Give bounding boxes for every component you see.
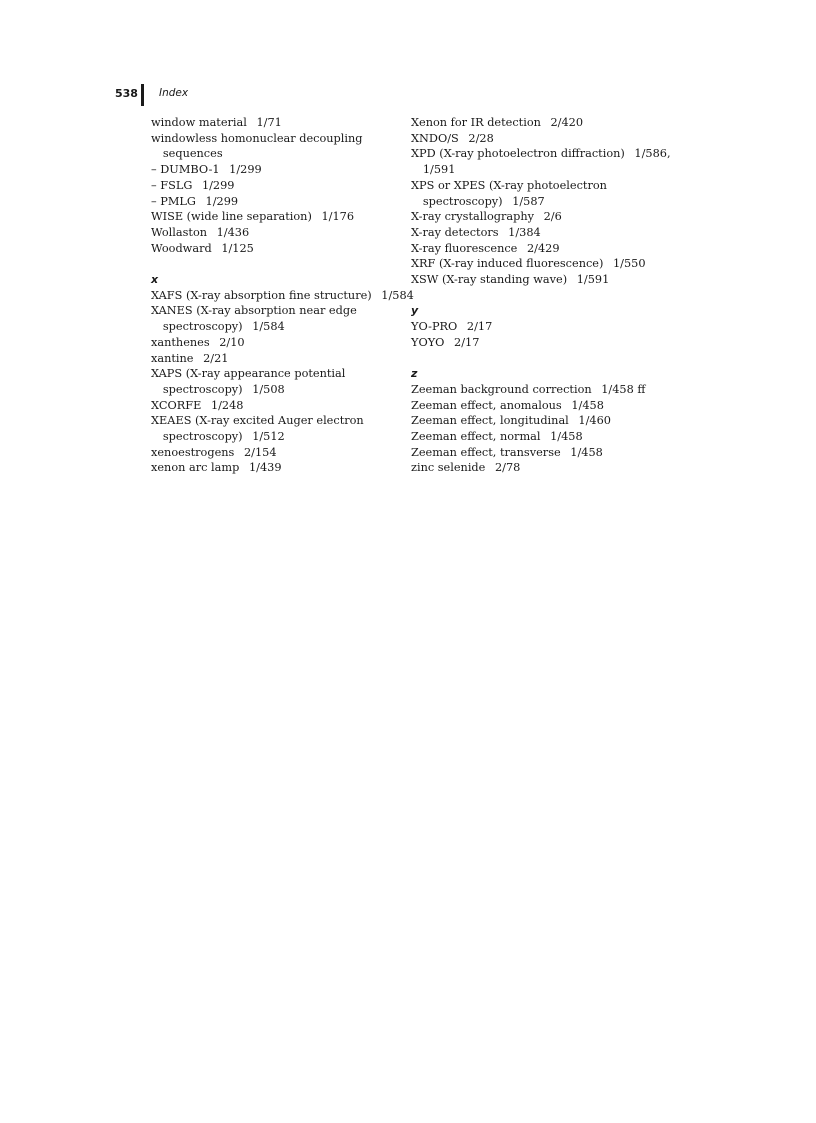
index-group-z xyxy=(411,382,671,476)
index-entry xyxy=(411,445,671,461)
page-locator: 1/176 xyxy=(321,210,355,224)
page-locator: 1/508 xyxy=(252,382,285,396)
index-entry xyxy=(151,445,391,461)
index-term: windowless homonuclear decoupling xyxy=(151,131,363,145)
index-entry xyxy=(411,335,671,351)
index-term: zinc selenide xyxy=(411,461,486,475)
page-locator: 2/6 xyxy=(543,210,562,224)
section-heading-y: y xyxy=(411,304,419,318)
index-term: XEAES (X-ray excited Auger electron xyxy=(151,414,364,428)
index-term: xanthenes xyxy=(151,335,210,349)
index-term: Zeeman effect, transverse xyxy=(411,445,561,459)
index-entry xyxy=(411,429,671,445)
index-term: Zeeman effect, anomalous xyxy=(411,398,562,412)
index-term: YOYO xyxy=(411,335,445,349)
index-entry xyxy=(411,460,671,476)
index-entry xyxy=(411,319,671,335)
index-entry xyxy=(411,398,671,414)
header-rule xyxy=(141,84,144,106)
index-term: – PMLG xyxy=(151,194,196,208)
index-term: XCORFE xyxy=(151,398,202,412)
index-term: spectroscopy) xyxy=(162,320,243,334)
index-entry xyxy=(411,146,671,162)
page-locator: 2/154 xyxy=(243,445,277,459)
running-title: Index xyxy=(159,87,189,99)
index-entry xyxy=(411,272,671,288)
index-entry xyxy=(151,225,391,241)
section-heading-z: z xyxy=(411,367,418,381)
index-term: xenoestrogens xyxy=(151,445,235,459)
index-column-right xyxy=(411,115,671,476)
index-term: – DUMBO-1 xyxy=(151,163,220,177)
page-locator: 1/458 xyxy=(571,398,604,412)
index-entry xyxy=(151,115,391,131)
page-locator: 1/299 xyxy=(229,163,262,177)
index-term: XNDO/S xyxy=(411,131,459,145)
index-term: XRF (X-ray induced fluorescence) xyxy=(411,257,604,271)
index-entry-continuation xyxy=(151,382,391,398)
index-entry xyxy=(151,194,391,210)
page-locator: 1/299 xyxy=(205,194,239,208)
index-entry xyxy=(411,225,671,241)
page-locator: 2/17 xyxy=(466,320,493,334)
index-term: XAFS (X-ray absorption fine structure) xyxy=(151,288,372,302)
index-entry xyxy=(151,460,391,476)
page-locator: 1/458 ff xyxy=(601,382,646,396)
index-term: XAPS (X-ray appearance potential xyxy=(151,367,346,381)
page-locator: 2/28 xyxy=(468,131,494,145)
index-term: X-ray fluorescence xyxy=(411,241,518,255)
page-locator: 2/78 xyxy=(494,461,521,475)
index-entry-continuation xyxy=(411,194,671,210)
index-entry xyxy=(411,209,671,225)
index-group-x-continued xyxy=(411,115,671,288)
page-locator: 1/586, xyxy=(634,147,671,161)
page-locator: 1/584 xyxy=(381,288,414,302)
page-locator: 1/458 xyxy=(550,430,583,443)
index-column-left xyxy=(151,115,414,476)
index-term: Zeeman effect, normal xyxy=(411,430,541,443)
index-entry xyxy=(151,241,391,257)
index-term: Wollaston xyxy=(151,225,208,239)
page-locator: 1/460 xyxy=(578,414,611,428)
index-entry xyxy=(151,335,391,351)
index-group-w xyxy=(151,115,391,256)
index-term: Zeeman effect, longitudinal xyxy=(411,414,569,428)
index-term: – FSLG xyxy=(151,178,193,192)
page-locator: 1/584 xyxy=(252,320,285,334)
index-entry xyxy=(411,178,671,194)
page-locator: 1/550 xyxy=(612,257,646,271)
index-entry-continuation xyxy=(411,162,671,178)
index-term: XANES (X-ray absorption near edge xyxy=(151,304,357,318)
index-entry xyxy=(411,131,671,147)
index-entry xyxy=(151,351,391,367)
index-group-x xyxy=(151,288,414,476)
index-term: XPS or XPES (X-ray photoelectron xyxy=(411,178,607,192)
index-term: YO-PRO xyxy=(411,320,458,334)
index-term: XPD (X-ray photoelectron diffraction) xyxy=(411,147,625,161)
index-entry xyxy=(151,162,391,178)
page-locator: 1/512 xyxy=(252,430,285,444)
index-entry-continuation xyxy=(151,146,391,162)
index-term: spectroscopy) xyxy=(162,382,243,396)
index-term: spectroscopy) xyxy=(422,194,503,208)
index-entry xyxy=(151,303,391,319)
index-entry xyxy=(151,398,391,414)
page-locator: 1/299 xyxy=(201,178,235,192)
index-entry xyxy=(151,131,391,147)
page-locator: 1/248 xyxy=(210,398,244,412)
page-locator: 1/587 xyxy=(512,194,545,208)
index-entry xyxy=(411,413,671,429)
index-entry xyxy=(411,115,671,131)
index-entry-continuation xyxy=(151,319,391,335)
index-entry xyxy=(151,288,414,304)
index-entry xyxy=(151,413,391,429)
page-locator: 2/420 xyxy=(550,116,584,129)
page-locator: 1/436 xyxy=(216,225,250,239)
index-term: spectroscopy) xyxy=(162,430,243,444)
index-entry xyxy=(411,382,671,398)
page-locator: 1/125 xyxy=(221,241,254,255)
page-locator: 1/458 xyxy=(570,445,603,459)
index-group-y xyxy=(411,319,671,350)
index-entry xyxy=(151,366,391,382)
page-locator: 1/591 xyxy=(576,273,610,287)
index-term: X-ray detectors xyxy=(411,225,499,239)
index-term: xenon arc lamp xyxy=(151,461,240,475)
page-locator: 2/10 xyxy=(219,335,245,349)
index-term: Woodward xyxy=(151,241,212,255)
index-term: window material xyxy=(151,116,247,129)
index-term: WISE (wide line separation) xyxy=(151,210,312,224)
index-term: 1/591 xyxy=(422,163,456,177)
index-entry xyxy=(411,256,671,272)
page-locator: 2/17 xyxy=(454,335,480,349)
index-term: XSW (X-ray standing wave) xyxy=(411,273,568,287)
index-term: xantine xyxy=(151,351,194,365)
page-locator: 2/21 xyxy=(203,351,229,365)
page-locator: 1/384 xyxy=(508,225,541,239)
index-entry xyxy=(151,209,391,225)
index-entry xyxy=(411,241,671,257)
index-term: X-ray crystallography xyxy=(411,210,535,224)
index-term: sequences xyxy=(162,147,223,161)
index-term: Zeeman background correction xyxy=(411,382,592,396)
page-locator: 1/439 xyxy=(248,461,282,475)
page-locator: 1/71 xyxy=(256,116,282,129)
index-entry xyxy=(151,178,391,194)
page-number: 538 xyxy=(115,87,138,100)
index-term: Xenon for IR detection xyxy=(411,116,541,129)
page-locator: 2/429 xyxy=(526,241,560,255)
index-entry-continuation xyxy=(151,429,391,445)
section-heading-x: x xyxy=(151,273,159,287)
